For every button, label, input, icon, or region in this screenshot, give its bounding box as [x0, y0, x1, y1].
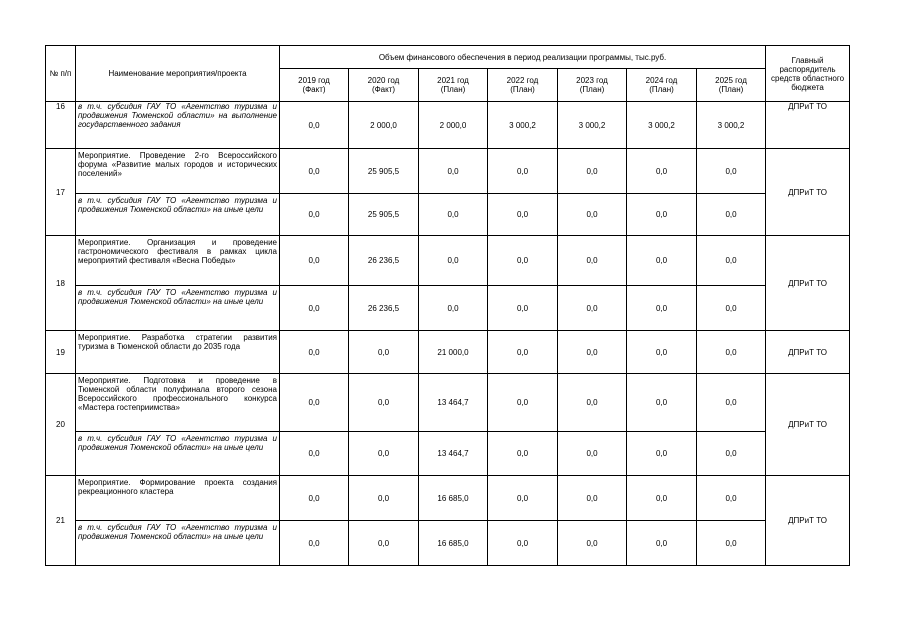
activity-name: Мероприятие. Формирование проекта создания рекреационного кластера [76, 476, 280, 521]
value-cell: 0,0 [697, 194, 766, 236]
value-cell: 0,0 [488, 374, 558, 432]
value-cell: 0,0 [697, 476, 766, 521]
subsidy-name: в т.ч. субсидия ГАУ ТО «Агентство туризма и продвижения Тюменской области» на выполнение государственного задания [76, 102, 280, 149]
table-row [46, 102, 850, 149]
value-cell: 0,0 [627, 432, 697, 476]
value-cell: 0,0 [488, 432, 558, 476]
value-cell: 3 000,2 [488, 102, 558, 149]
value-cell: 0,0 [558, 236, 627, 286]
row-number: 19 [46, 331, 76, 374]
value-cell: 0,0 [627, 476, 697, 521]
activity-name: Мероприятие. Организация и проведение гастрономического фестиваля в рамках цикла мероприятий фестиваля «Весна Победы» [76, 236, 280, 286]
table-row [46, 374, 850, 432]
value-cell: 26 236,5 [349, 236, 419, 286]
value-cell: 0,0 [697, 331, 766, 374]
value-cell: 0,0 [558, 194, 627, 236]
value-cell: 0,0 [280, 236, 349, 286]
value-cell: 0,0 [697, 236, 766, 286]
table-row [46, 194, 850, 236]
header-year [488, 69, 558, 102]
value-cell: 25 905,5 [349, 194, 419, 236]
header-num: № п/п [46, 46, 76, 102]
value-cell: 0,0 [349, 331, 419, 374]
value-cell: 0,0 [280, 149, 349, 194]
value-cell: 0,0 [488, 521, 558, 566]
row-number: 17 [46, 149, 76, 236]
activity-name: Мероприятие. Разработка стратегии развития туризма в Тюменской области до 2035 года [76, 331, 280, 374]
subsidy-name: в т.ч. субсидия ГАУ ТО «Агентство туризма и продвижения Тюменской области» на иные цели [76, 286, 280, 331]
header-year-kind: (Факт) [302, 85, 326, 94]
value-cell: 0,0 [488, 286, 558, 331]
header-year [697, 69, 766, 102]
value-cell: 0,0 [558, 331, 627, 374]
value-cell: 0,0 [419, 149, 488, 194]
value-cell: 0,0 [627, 149, 697, 194]
value-cell: 13 464,7 [419, 432, 488, 476]
row-number: 18 [46, 236, 76, 331]
value-cell: 0,0 [419, 194, 488, 236]
row-number: 21 [46, 476, 76, 566]
header-year-label: 2021 год [437, 76, 469, 85]
value-cell: 0,0 [488, 149, 558, 194]
header-year [558, 69, 627, 102]
value-cell: 0,0 [697, 521, 766, 566]
value-cell: 0,0 [280, 194, 349, 236]
value-cell: 0,0 [697, 374, 766, 432]
value-cell: 0,0 [627, 286, 697, 331]
value-cell: 0,0 [280, 286, 349, 331]
org-name: ДПРиТ ТО [766, 476, 850, 566]
value-cell: 0,0 [280, 102, 349, 149]
value-cell: 0,0 [558, 521, 627, 566]
value-cell: 0,0 [349, 521, 419, 566]
value-cell: 0,0 [558, 286, 627, 331]
row-number: 16 [46, 102, 76, 149]
table-row [46, 521, 850, 566]
header-year-label: 2022 год [506, 76, 539, 85]
value-cell: 26 236,5 [349, 286, 419, 331]
value-cell: 0,0 [558, 149, 627, 194]
value-cell: 3 000,2 [697, 102, 766, 149]
activity-name: Мероприятие. Подготовка и проведение в Тюменской области полуфинала второго сезона Всероссийского профессионального конкурса «Мастера гостеприимства» [76, 374, 280, 432]
subsidy-name: в т.ч. субсидия ГАУ ТО «Агентство туризма и продвижения Тюменской области» на иные цели [76, 432, 280, 476]
org-name: ДПРиТ ТО [766, 236, 850, 331]
header-year-kind: (План) [649, 85, 674, 94]
header-name: Наименование мероприятия/проекта [76, 46, 280, 102]
funding-table [45, 45, 850, 566]
subsidy-name: в т.ч. субсидия ГАУ ТО «Агентство туризма и продвижения Тюменской области» на иные цели [76, 521, 280, 566]
table-row [46, 236, 850, 286]
header-year [280, 69, 349, 102]
header-org: Главный распорядитель средств областного бюджета [766, 46, 850, 102]
value-cell: 0,0 [558, 476, 627, 521]
value-cell: 0,0 [627, 374, 697, 432]
value-cell: 0,0 [349, 476, 419, 521]
value-cell: 0,0 [627, 236, 697, 286]
header-year-label: 2019 год [298, 76, 330, 85]
value-cell: 0,0 [697, 286, 766, 331]
value-cell: 13 464,7 [419, 374, 488, 432]
value-cell: 0,0 [627, 194, 697, 236]
row-number: 20 [46, 374, 76, 476]
table-row [46, 286, 850, 331]
value-cell: 0,0 [349, 374, 419, 432]
value-cell: 0,0 [488, 476, 558, 521]
value-cell: 0,0 [349, 432, 419, 476]
value-cell: 0,0 [280, 331, 349, 374]
header-year [627, 69, 697, 102]
activity-name: Мероприятие. Проведение 2-го Всероссийского форума «Развитие малых городов и исторических поселений» [76, 149, 280, 194]
header-year-kind: (План) [579, 85, 605, 94]
header-year [419, 69, 488, 102]
value-cell: 0,0 [419, 236, 488, 286]
value-cell: 0,0 [488, 194, 558, 236]
value-cell: 0,0 [488, 331, 558, 374]
org-name: ДПРиТ ТО [766, 102, 850, 149]
subsidy-name: в т.ч. субсидия ГАУ ТО «Агентство туризма и продвижения Тюменской области» на иные цели [76, 194, 280, 236]
value-cell: 0,0 [627, 521, 697, 566]
value-cell: 0,0 [280, 432, 349, 476]
value-cell: 2 000,0 [419, 102, 488, 149]
org-name: ДПРиТ ТО [766, 149, 850, 236]
value-cell: 0,0 [697, 149, 766, 194]
table-row [46, 432, 850, 476]
header-year [349, 69, 419, 102]
value-cell: 0,0 [280, 521, 349, 566]
header-year-kind: (План) [510, 85, 535, 94]
value-cell: 0,0 [558, 374, 627, 432]
header-volume: Объем финансового обеспечения в период реализации программы, тыс.руб. [280, 46, 766, 69]
table-row [46, 331, 850, 374]
value-cell: 3 000,2 [558, 102, 627, 149]
header-year-label: 2024 год [645, 76, 678, 85]
value-cell: 25 905,5 [349, 149, 419, 194]
value-cell: 0,0 [627, 331, 697, 374]
value-cell: 16 685,0 [419, 521, 488, 566]
org-name: ДПРиТ ТО [766, 331, 850, 374]
header-year-kind: (Факт) [371, 85, 396, 94]
header-year-kind: (План) [440, 85, 466, 94]
value-cell: 0,0 [419, 286, 488, 331]
value-cell: 0,0 [280, 476, 349, 521]
header-row-1 [46, 46, 850, 69]
value-cell: 16 685,0 [419, 476, 488, 521]
value-cell: 0,0 [488, 236, 558, 286]
header-year-kind: (План) [718, 85, 744, 94]
value-cell: 0,0 [280, 374, 349, 432]
table-body [46, 102, 850, 566]
value-cell: 3 000,2 [627, 102, 697, 149]
value-cell: 2 000,0 [349, 102, 419, 149]
org-name: ДПРиТ ТО [766, 374, 850, 476]
value-cell: 21 000,0 [419, 331, 488, 374]
header-year-label: 2025 год [715, 76, 747, 85]
value-cell: 0,0 [697, 432, 766, 476]
header-year-label: 2020 год [367, 76, 400, 85]
table-row [46, 476, 850, 521]
table-row [46, 149, 850, 194]
header-year-label: 2023 год [576, 76, 608, 85]
value-cell: 0,0 [558, 432, 627, 476]
